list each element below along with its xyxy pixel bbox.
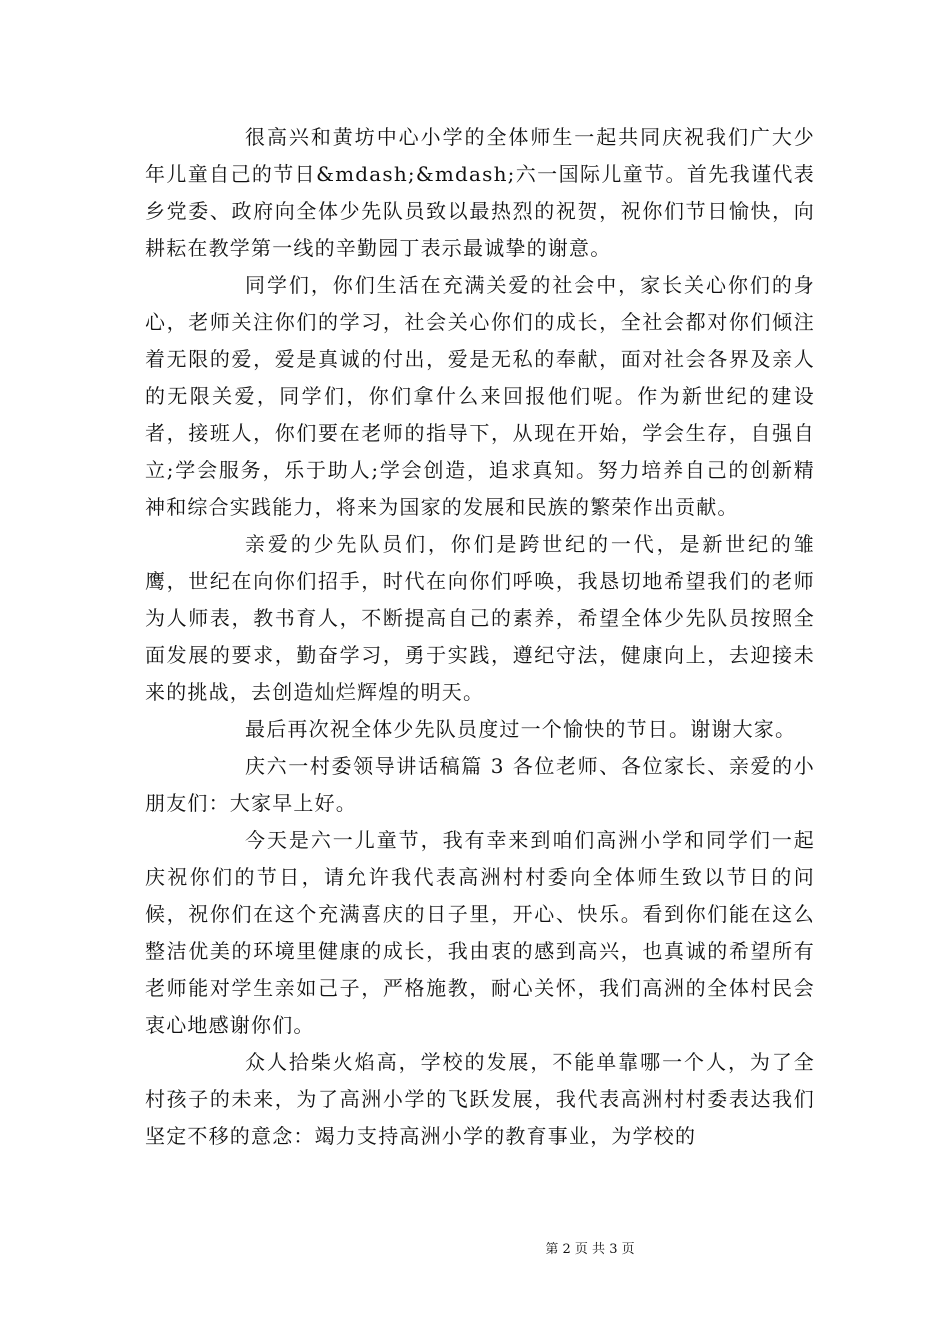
page-footer [0,1238,950,1257]
paragraph-2: 同学们，你们生活在充满关爱的社会中，家长关心你们的身心，老师关注你们的学习，社会关心你们的成长，全社会都对你们倾注着无限的爱，爱是真诚的付出，爱是无私的奉献，面对社会各界及亲人的无限关爱，同学们，你们拿什么来回报他们呢。作为新世纪的建设者，接班人，你们要在老师的指导下，从现在开始，学会生存，自强自立;学会服务，乐于助人;学会创造，追求真知。努力培养自己的创新精神和综合实践能力，将来为国家的发展和民族的繁荣作出贡献。 [145,273,815,519]
paragraph-3: 亲爱的少先队员们，你们是跨世纪的一代，是新世纪的雏鹰，世纪在向你们招手，时代在向你们呼唤，我恳切地希望我们的老师为人师表，教书育人，不断提高自己的素养，希望全体少先队员按照全面发展的要求，勤奋学习，勇于实践，遵纪守法，健康向上，去迎接未来的挑战，去创造灿烂辉煌的明天。 [145,532,815,704]
paragraph-5: 庆六一村委领导讲话稿篇 3 各位老师、各位家长、亲爱的小朋友们：大家早上好。 [145,754,815,815]
paragraph-4: 最后再次祝全体少先队员度过一个愉快的节日。谢谢大家。 [245,717,797,741]
paragraph-1: 很高兴和黄坊中心小学的全体师生一起共同庆祝我们广大少年儿童自己的节日&mdash;&mdash;六一国际儿童节。首先我谨代表乡党委、政府向全体少先队员致以最热烈的祝贺，祝你们节日愉快，向耕耘在教学第一线的辛勤园丁表示最诚挚的谢意。 [145,125,815,260]
page-number: 第 2 页 共 3 页 [545,1242,635,1257]
paragraph-7: 众人拾柴火焰高，学校的发展，不能单靠哪一个人，为了全村孩子的未来，为了高洲小学的飞跃发展，我代表高洲村村委表达我们坚定不移的意念：竭力支持高洲小学的教育事业，为学校的 [145,1050,815,1148]
document-body [145,119,815,1155]
paragraph-6: 今天是六一儿童节，我有幸来到咱们高洲小学和同学们一起庆祝你们的节日，请允许我代表高洲村村委向全体师生致以节日的问候，祝你们在这个充满喜庆的日子里，开心、快乐。看到你们能在这么整洁优美的环境里健康的成长，我由衷的感到高兴，也真诚的希望所有老师能对学生亲如己子，严格施教，耐心关怀，我们高洲的全体村民会衷心地感谢你们。 [145,828,815,1037]
